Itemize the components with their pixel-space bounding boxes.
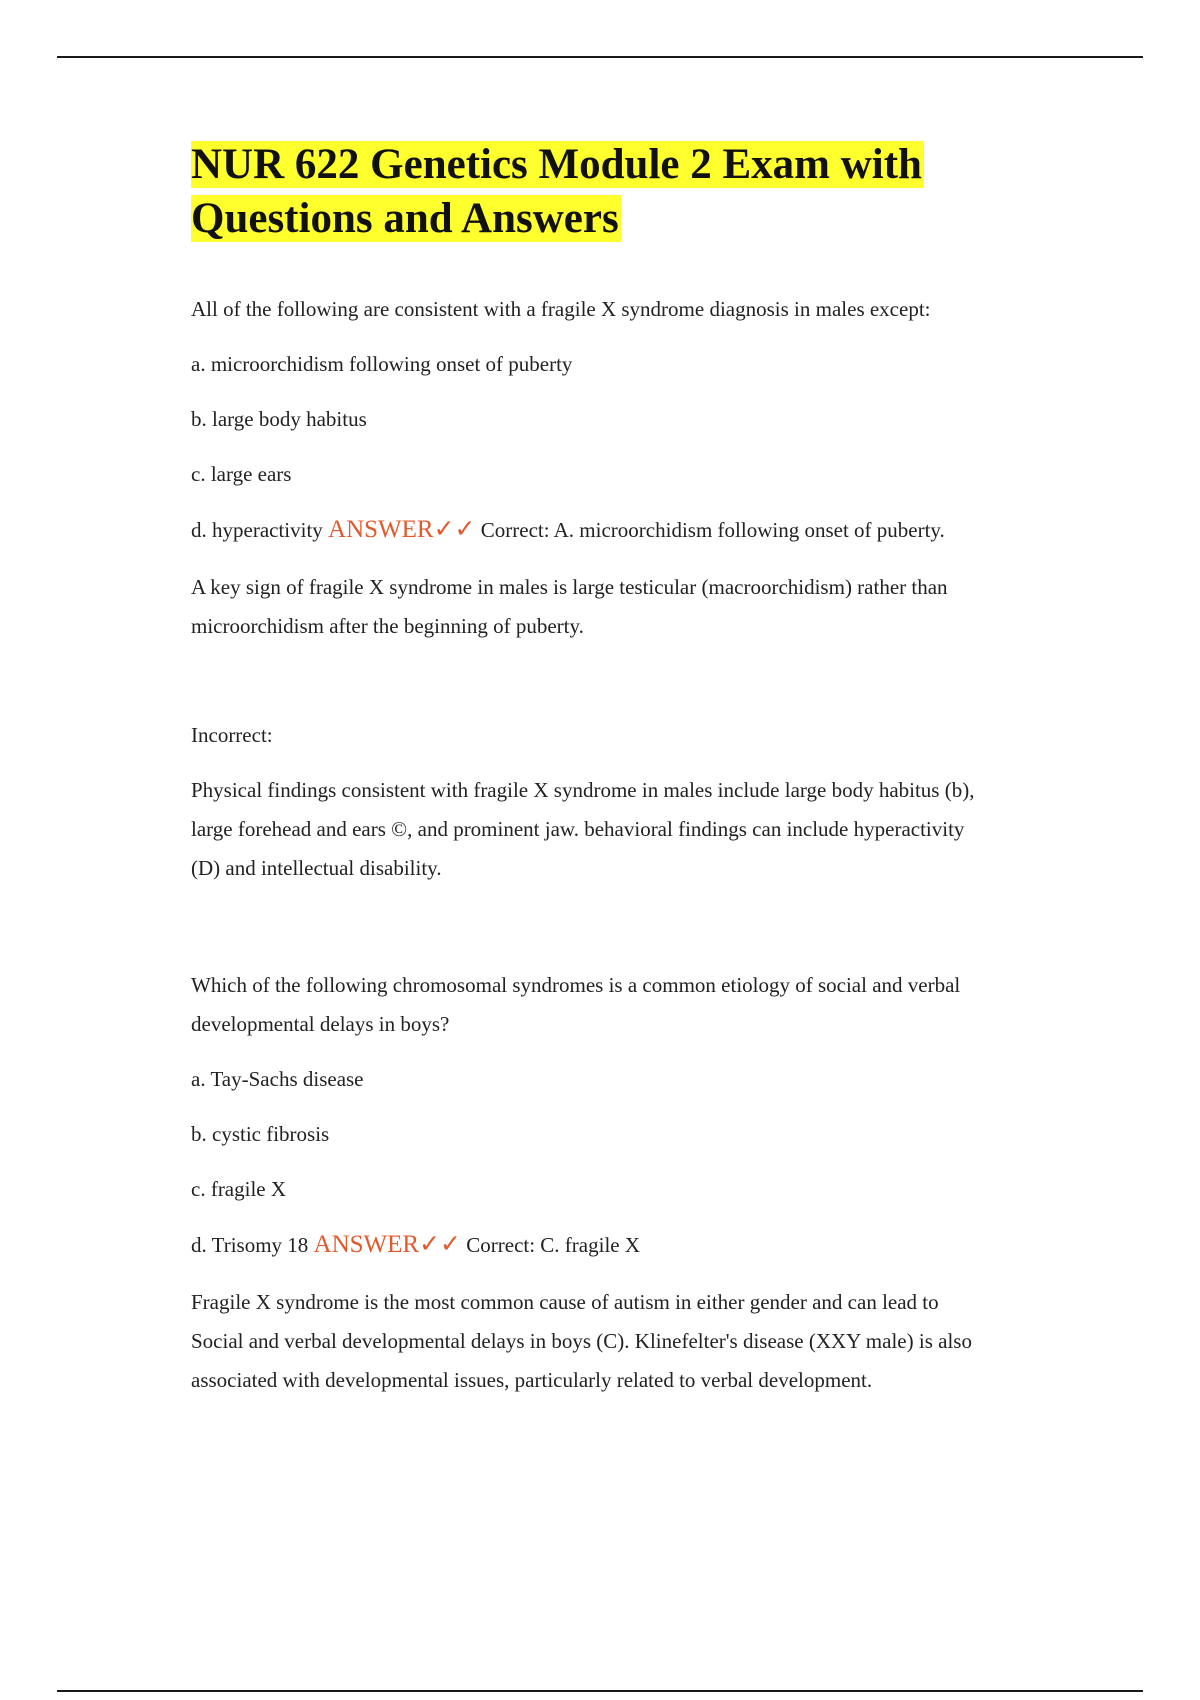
question-2-option-d: d. Trisomy 18 bbox=[191, 1233, 309, 1257]
top-rule bbox=[57, 56, 1143, 58]
question-1-correct-answer: Correct: A. microorchidism following onset of puberty. bbox=[480, 518, 945, 542]
question-block-1 bbox=[191, 290, 1071, 888]
incorrect-label: Incorrect: bbox=[191, 723, 273, 747]
question-1-option-d-line bbox=[191, 510, 1071, 550]
rationale-line: microorchidism after the beginning of puberty. bbox=[191, 614, 584, 638]
rationale-line: associated with developmental issues, particularly related to verbal development. bbox=[191, 1368, 873, 1392]
question-1-incorrect-explanation bbox=[191, 771, 1071, 888]
explanation-line: Physical findings consistent with fragile X syndrome in males include large body habitus (b), bbox=[191, 778, 975, 802]
question-line: developmental delays in boys? bbox=[191, 1012, 450, 1036]
question-2-rationale bbox=[191, 1283, 1071, 1400]
question-1-option-d: d. hyperactivity bbox=[191, 518, 323, 542]
answer-mark-2: ANSWER✓✓ bbox=[313, 1231, 461, 1258]
rationale-line: Fragile X syndrome is the most common cause of autism in either gender and can lead to bbox=[191, 1290, 939, 1314]
question-1-text: All of the following are consistent with a fragile X syndrome diagnosis in males except: bbox=[191, 297, 931, 321]
title-line-1: NUR 622 Genetics Module 2 Exam with bbox=[191, 141, 922, 188]
document-body bbox=[191, 138, 1071, 1400]
title-line-2: Questions and Answers bbox=[191, 195, 619, 242]
document-title bbox=[191, 138, 1071, 246]
question-1-option-a: a. microorchidism following onset of puberty bbox=[191, 352, 573, 376]
rationale-line: A key sign of fragile X syndrome in males is large testicular (macroorchidism) rather than bbox=[191, 575, 948, 599]
question-2-text bbox=[191, 966, 1071, 1044]
explanation-line: (D) and intellectual disability. bbox=[191, 856, 442, 880]
question-2-option-c: c. fragile X bbox=[191, 1177, 287, 1201]
question-block-2 bbox=[191, 966, 1071, 1400]
bottom-rule bbox=[57, 1690, 1143, 1692]
question-2-correct-answer: Correct: C. fragile X bbox=[466, 1233, 641, 1257]
question-2-option-b: b. cystic fibrosis bbox=[191, 1122, 330, 1146]
question-2-option-a: a. Tay-Sachs disease bbox=[191, 1067, 364, 1091]
question-line: Which of the following chromosomal syndromes is a common etiology of social and verbal bbox=[191, 973, 961, 997]
question-1-option-b: b. large body habitus bbox=[191, 407, 367, 431]
rationale-line: Social and verbal developmental delays in boys (C). Klinefelter's disease (XXY male) is also bbox=[191, 1329, 972, 1353]
question-2-option-d-line bbox=[191, 1225, 1071, 1265]
answer-mark-1: ANSWER✓✓ bbox=[328, 516, 476, 543]
explanation-line: large forehead and ears ©, and prominent jaw. behavioral findings can include hyperactivity bbox=[191, 817, 965, 841]
question-1-option-c: c. large ears bbox=[191, 462, 292, 486]
question-1-rationale bbox=[191, 568, 1071, 646]
